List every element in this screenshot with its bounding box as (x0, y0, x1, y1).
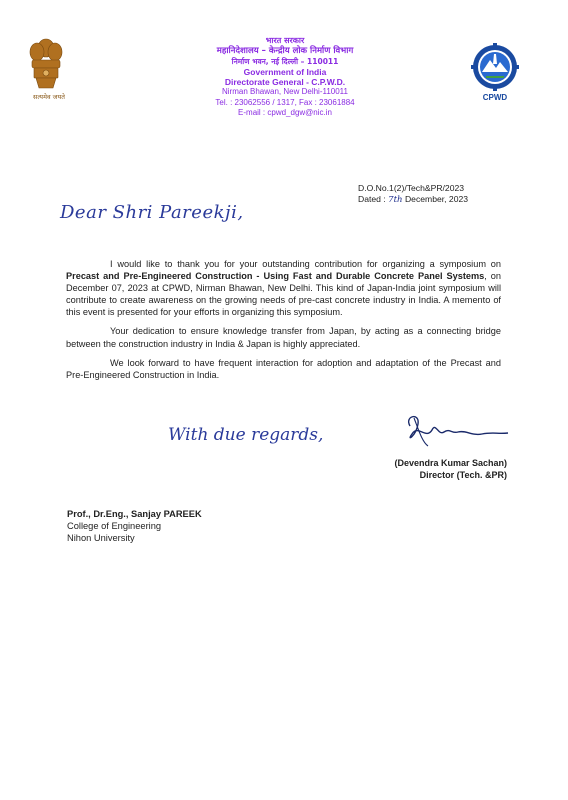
signer-name: (Devendra Kumar Sachan) (394, 458, 507, 468)
tel-fax: Tel. : 23062556 / 1317, Fax : 23061884 (215, 97, 355, 107)
dated-suffix: December, 2023 (404, 194, 469, 204)
hindi-line-1: भारत सरकार (265, 36, 305, 45)
dated-day: 7th (388, 195, 403, 205)
signer-block (367, 457, 507, 481)
signature-icon (398, 412, 510, 452)
signer-title: Director (Tech. &PR) (419, 470, 507, 480)
paragraph-1: I would like to thank you for your outstanding contribution for organizing a symposium on Precast and Pre-Engineered Construction - Using Fast and Durable Concrete Panel Systems, on December 07, 2023 at CPWD, Nirman Bhawan, New Delhi. This kind of Japan-India joint symposium will contribute to create awareness on the growing needs of pre-cast concrete industry in India. A memento of this event is presented for your efforts in organizing this symposium. (66, 259, 501, 318)
symposium-title: Precast and Pre-Engineered Construction - Using Fast and Durable Concrete Panel Systems (66, 271, 485, 282)
addressee-university: Nihon University (67, 533, 135, 543)
closing-regards: With due regards, (168, 425, 324, 445)
logo-text: CPWD (482, 93, 508, 102)
addressee-name: Prof., Dr.Eng., Sanjay PAREEK (67, 509, 202, 519)
dated-prefix: Dated : (358, 194, 386, 204)
hindi-line-2: महानिदेशालय – केन्द्रीय लोक निर्माण विभाग (216, 46, 354, 57)
address: Nirman Bhawan, New Delhi-110011 (222, 87, 348, 97)
dated-line (358, 194, 468, 206)
salutation: Dear Shri Pareekji, (60, 202, 244, 223)
addressee-college: College of Engineering (67, 521, 162, 531)
reference-block (358, 183, 468, 206)
hindi-line-3: निर्माण भवन, नई दिल्ली – 110011 (231, 56, 339, 66)
do-number: D.O.No.1(2)/Tech&PR/2023 (358, 183, 465, 193)
email: E-mail : cpwd_dgw@nic.in (238, 108, 332, 118)
cpwd-logo-icon (470, 42, 520, 104)
government-of-india: Government of India (243, 66, 327, 77)
national-emblem-icon (26, 36, 66, 98)
emblem-caption: सत्यमेव जयते (33, 93, 65, 101)
letter-body (66, 258, 501, 388)
paragraph-3: We look forward to have frequent interaction for adoption and adaptation of the Precast and Pre-Engineered Construction in India. (66, 357, 501, 380)
letterhead-text (170, 36, 400, 118)
directorate-general: Directorate General - C.P.W.D. (224, 77, 346, 88)
paragraph-2: Your dedication to ensure knowledge transfer from Japan, by acting as a connecting bridge between the construction industry in India & Japan is highly appreciated. (66, 326, 501, 349)
addressee-block (67, 508, 202, 544)
